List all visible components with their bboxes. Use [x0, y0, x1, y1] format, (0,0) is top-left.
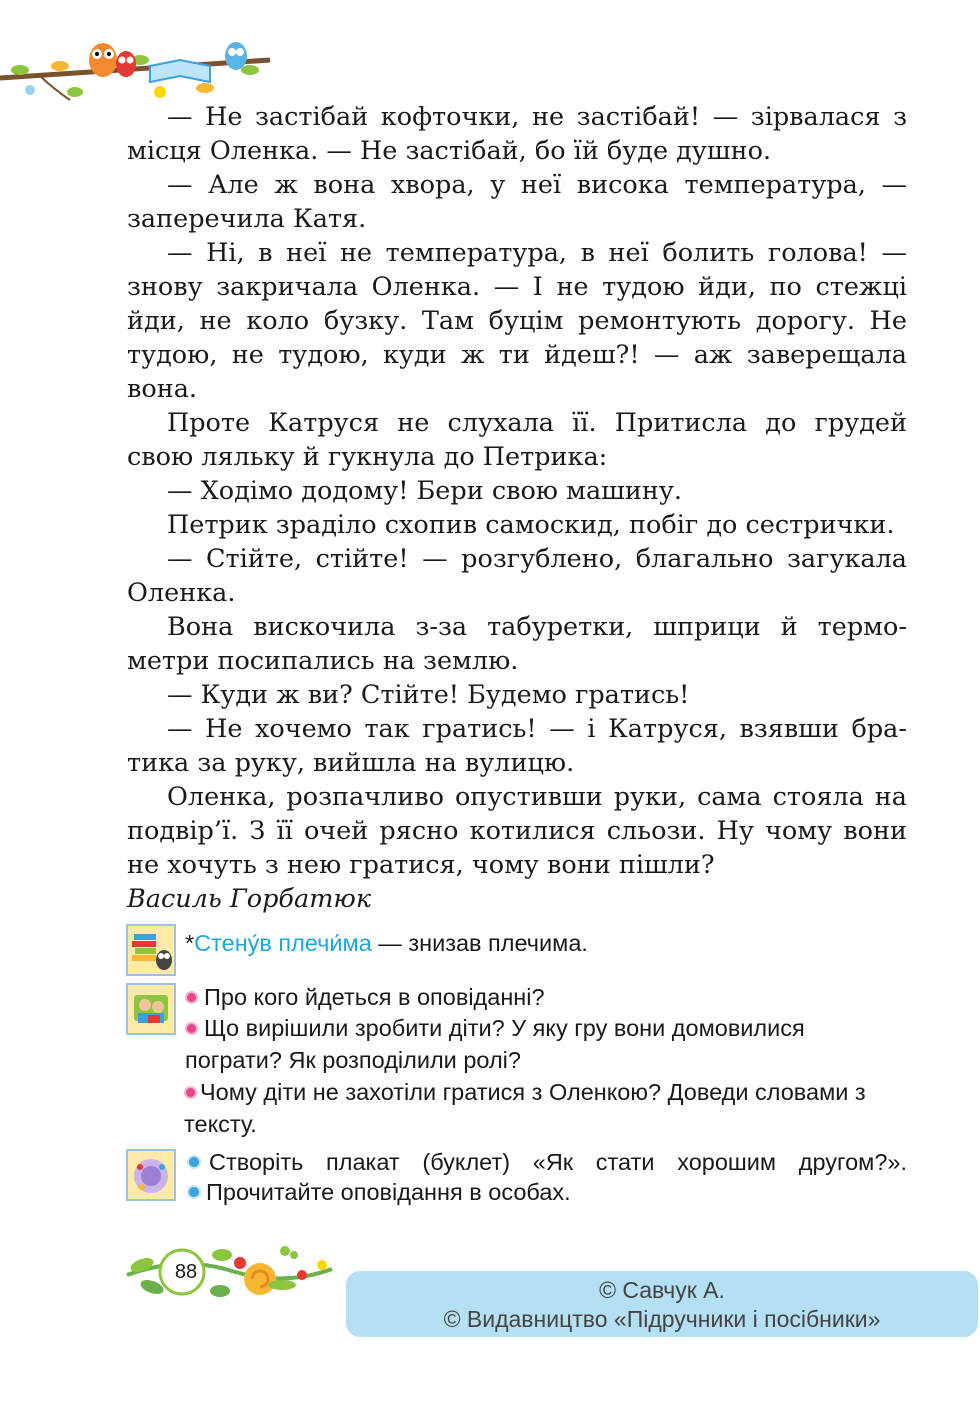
page-number: 88 — [174, 1261, 198, 1283]
story-paragraph: — Але ж вона хвора, у неї висока температура, — заперечила Катя. — [127, 170, 907, 234]
story-paragraph: — Куди ж ви? Стійте! Будемо гратись! — [167, 680, 690, 710]
pink-bullet-icon — [184, 1086, 197, 1099]
story-paragraph: — Ходімо додому! Бери свою машину. — [167, 476, 682, 506]
story-paragraph: — Стійте, стійте! — розгублено, благально загукала Оленка. — [127, 544, 907, 608]
task-text: Створіть плакат (буклет) «Як стати хорошим другом?». — [209, 1149, 907, 1175]
question-text: Що вирішили зробити діти? У яку гру вони домовилися пограти? Як розподілили ролі? — [185, 1015, 805, 1073]
story-author: Василь Горбатюк — [127, 884, 372, 914]
flowers-snail-decoration — [122, 1235, 337, 1307]
note-term: Стену́в плечи́ма — [194, 930, 372, 956]
story-paragraph: — Не хочемо так гратись! — і Катруся, взявши братика за руку, вийшла на вулицю. — [127, 714, 907, 778]
note-definition: — знизав плечима. — [371, 930, 588, 956]
task-item — [187, 1177, 907, 1209]
question-text: Чому діти не захотіли гратися з Оленкою? Доведи словами з тексту. — [184, 1079, 866, 1137]
question-item — [185, 982, 915, 1014]
story-paragraph: Оленка, розпачливо опустивши руки, сама стояла на подвір’ї. З її очей рясно котилися сльози. Ну чому вони не хочуть з нею гратися, чому вони пішли? — [127, 782, 907, 880]
blue-bullet-icon — [187, 1185, 201, 1199]
task-item — [187, 1147, 907, 1179]
story-paragraph: Вона вискочила з-за табуретки, шприци й термометри посипались на землю. — [127, 612, 907, 676]
story-paragraph: — Не застібай кофточки, не застібай! — зірвалася з місця Оленка. — Не застібай, бо їй буде душно. — [127, 102, 907, 166]
question-item — [184, 1077, 910, 1140]
copyright-author: © Савчук А. — [599, 1277, 725, 1303]
pink-bullet-icon — [185, 991, 198, 1004]
books-owl-icon — [126, 924, 176, 976]
story-paragraph: Проте Катруся не слухала її. Притисла до грудей свою ляльку й гукнула до Петрика: — [127, 408, 907, 472]
story-paragraph: — Ні, в неї не температура, в неї болить голова! — знову закричала Оленка. — І не тудою йди, по стежці йди, не коло бузку. Там буцім ремонтують дорогу. Не тудою, не тудою, куди ж ти йдеш?! — аж заверещала вона. — [127, 238, 907, 404]
vocabulary-note — [185, 928, 905, 960]
copyright-publisher: © Видавництво «Підручники і посібники» — [443, 1306, 881, 1332]
task-text: Прочитайте оповідання в особах. — [206, 1179, 571, 1205]
note-asterisk: * — [185, 930, 195, 956]
children-reading-icon — [126, 983, 176, 1035]
blue-bullet-icon — [187, 1155, 201, 1169]
pink-bullet-icon — [185, 1022, 198, 1035]
question-item — [185, 1013, 885, 1076]
story-paragraph: Петрик зраділо схопив самоскид, побіг до сестрички. — [167, 510, 895, 540]
story-text — [127, 100, 907, 916]
question-text: Про кого йдеться в оповіданні? — [204, 984, 545, 1010]
copyright-band — [346, 1271, 978, 1337]
branch-owls-decoration — [0, 30, 290, 110]
palette-icon — [126, 1149, 176, 1201]
